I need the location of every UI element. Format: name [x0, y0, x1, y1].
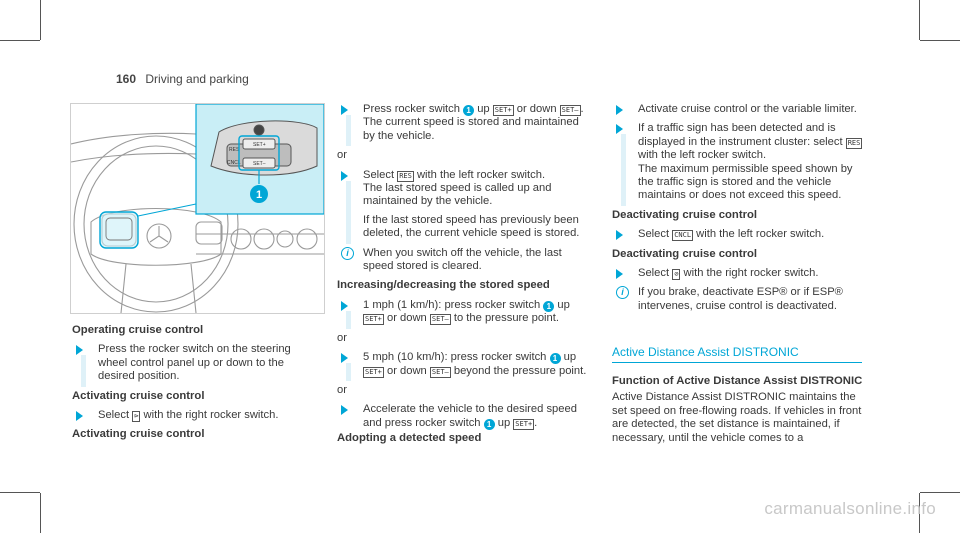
step-arrow-icon: [616, 124, 623, 134]
step-arrow-icon: [341, 405, 348, 415]
heading-operating-cruise-control: Operating cruise control: [72, 324, 204, 336]
heading-activating-cruise-control-2: Activating cruise control: [72, 428, 205, 441]
heading-increasing-decreasing: Increasing/decreasing the stored speed: [337, 279, 550, 292]
note-switch-off: i When you switch off the vehicle, the last speed stored is cleared.: [337, 247, 592, 274]
svg-text:SET+: SET+: [253, 142, 266, 148]
page-header: [116, 72, 249, 86]
svg-text:1: 1: [256, 189, 263, 201]
crop-mark: [920, 40, 960, 41]
set-plus-icon: SET+: [365, 367, 382, 376]
note-brake: i If you brake, deactivate ESP® or if ESP® intervenes, cruise control is deactivated.: [612, 286, 864, 313]
step-arrow-icon: [616, 269, 623, 279]
heading-adopting-detected-speed: Adopting a detected speed: [337, 432, 482, 445]
step-1mph: 1 mph (1 km/h): press rocker switch 1 up SET+ or down SET– to the pressure point.: [337, 299, 592, 326]
step-press-rocker: Press the rocker switch on the steering wheel control panel up or down to the desired position.: [72, 343, 322, 383]
step-arrow-icon: [616, 230, 623, 240]
set-plus-icon: SET+: [494, 106, 512, 114]
svg-text:CNCL: CNCL: [227, 160, 241, 166]
heading-deactivating-cruise-control: Deactivating cruise control: [612, 208, 758, 221]
crop-mark: [0, 492, 40, 493]
callout-1-icon: 1: [543, 301, 554, 312]
crop-mark: [919, 0, 920, 40]
column-middle: [337, 103, 592, 452]
paragraph-distronic: Active Distance Assist DISTRONIC maintains the set speed on free-flowing roads. If vehicles in front are detected, the set distance is maintained, if necessary, until the vehicle comes to a: [612, 391, 862, 444]
step-select-cncl: Select CNCL with the left rocker switch.: [612, 228, 864, 241]
set-minus-icon: SET–: [431, 315, 449, 324]
info-icon: i: [341, 247, 354, 260]
column-right-bottom: [612, 375, 864, 451]
set-plus-icon: SET+: [365, 315, 382, 324]
step-arrow-icon: [76, 345, 83, 355]
cruise-control-icon: ⊳: [134, 412, 139, 421]
step-arrow-icon: [76, 411, 83, 421]
step-arrow-icon: [616, 105, 623, 115]
res-icon: RES: [847, 138, 861, 147]
column-left: [72, 324, 322, 448]
crop-mark: [920, 492, 960, 493]
callout-1-icon: 1: [550, 353, 561, 364]
page-number: 160: [116, 72, 137, 86]
step-activate: Activate cruise control or the variable limiter.: [612, 103, 864, 116]
steering-wheel-illustration: [71, 104, 324, 313]
callout-1-icon: 1: [463, 105, 474, 116]
step-select-off: Select ⊘ with the right rocker switch.: [612, 267, 864, 280]
section-name: Driving and parking: [145, 72, 249, 86]
heading-deactivating-cruise-control-2: Deactivating cruise control: [612, 247, 758, 260]
section-title: Active Distance Assist DISTRONIC: [612, 345, 862, 363]
or-text: or: [337, 383, 347, 396]
step-select-res: Select RES with the left rocker switch. The last stored speed is called up and maintained by the vehicle. If the last stored speed has previously been deleted, the current vehicle speed is stored.: [337, 169, 592, 241]
heading-activating-cruise-control: Activating cruise control: [72, 389, 205, 402]
step-arrow-icon: [341, 171, 348, 181]
cruise-off-icon: ⊘: [674, 270, 679, 279]
watermark: carmanualsonline.info: [764, 499, 936, 518]
crop-mark: [40, 0, 41, 40]
svg-text:SET–: SET–: [253, 161, 266, 167]
column-right: [612, 103, 864, 319]
steering-wheel-figure: [70, 103, 325, 314]
crop-mark: [40, 493, 41, 533]
or-text: or: [337, 331, 347, 344]
crop-mark: [0, 40, 40, 41]
set-minus-icon: SET–: [561, 106, 579, 114]
step-traffic-sign: If a traffic sign has been detected and is displayed in the instrument cluster: select RES with the left rocker switch. The maximum permissible speed shown by the traffic sign is stored and the vehicle maintains or does not exceed this speed.: [612, 122, 864, 202]
cncl-icon: CNCL: [674, 231, 692, 240]
info-icon: i: [616, 286, 629, 299]
step-5mph: 5 mph (10 km/h): press rocker switch 1 up SET+ or down SET– beyond the pressure point.: [337, 351, 592, 378]
step-accelerate: Accelerate the vehicle to the desired speed and press rocker switch 1 up SET+ .: [337, 403, 592, 430]
res-icon: RES: [399, 171, 412, 180]
or-text: or: [337, 149, 347, 162]
callout-1-icon: 1: [484, 419, 495, 430]
step-select-right: Select ⊳ with the right rocker switch.: [72, 409, 322, 422]
heading-function-distronic: Function of Active Distance Assist DISTRONIC: [612, 375, 863, 387]
step-press-rocker-switch: Press rocker switch 1 up SET+ or down SET– . The current speed is stored and maintained by the vehicle.: [337, 103, 592, 143]
step-arrow-icon: [341, 353, 348, 363]
svg-text:RES: RES: [229, 147, 240, 153]
step-arrow-icon: [341, 105, 348, 115]
set-plus-icon: SET+: [515, 419, 533, 428]
set-minus-icon: SET–: [431, 367, 449, 376]
step-arrow-icon: [341, 301, 348, 311]
